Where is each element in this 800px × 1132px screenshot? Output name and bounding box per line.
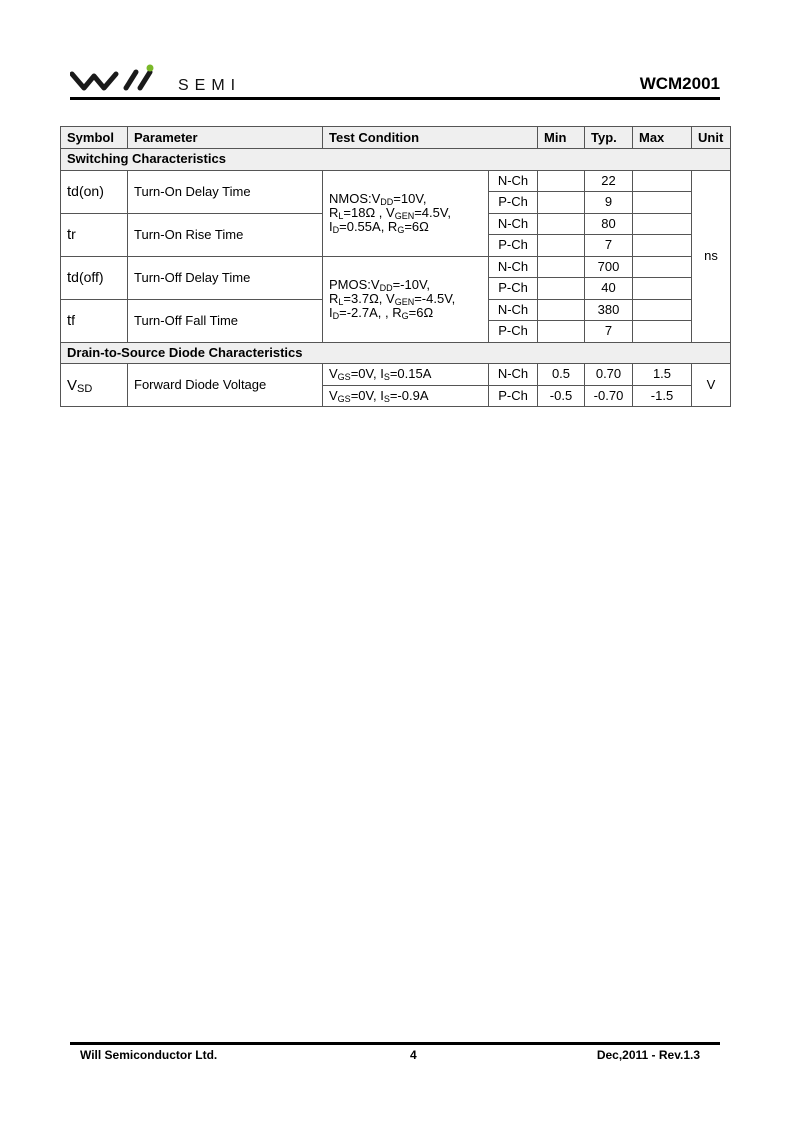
section-switching: Switching Characteristics — [61, 149, 731, 171]
max-cell — [633, 299, 692, 321]
col-unit: Unit — [692, 127, 731, 149]
min-cell — [538, 170, 585, 192]
table-row — [61, 170, 731, 192]
table-row — [61, 364, 731, 386]
switching-spec-table — [60, 126, 731, 407]
max-cell — [633, 321, 692, 343]
footer-rule — [70, 1042, 720, 1045]
channel-cell: P-Ch — [489, 278, 538, 300]
max-cell — [633, 192, 692, 214]
footer-company: Will Semiconductor Ltd. — [80, 1048, 218, 1062]
min-cell: 0.5 — [538, 364, 585, 386]
col-min: Min — [538, 127, 585, 149]
min-cell — [538, 299, 585, 321]
parameter-cell: Turn-Off Fall Time — [128, 299, 323, 342]
min-cell: -0.5 — [538, 385, 585, 407]
logo-text: SEMI — [178, 77, 242, 94]
max-cell — [633, 170, 692, 192]
typ-cell: 40 — [585, 278, 633, 300]
unit-cell: ns — [692, 170, 731, 342]
channel-cell: N-Ch — [489, 299, 538, 321]
table-header-row — [61, 127, 731, 149]
header-rule — [70, 97, 720, 100]
page-header — [70, 62, 720, 100]
parameter-cell: Turn-On Delay Time — [128, 170, 323, 213]
channel-cell: N-Ch — [489, 170, 538, 192]
page-number: 4 — [410, 1048, 417, 1062]
min-cell — [538, 278, 585, 300]
typ-cell: 22 — [585, 170, 633, 192]
company-logo — [70, 64, 260, 94]
max-cell — [633, 278, 692, 300]
min-cell — [538, 192, 585, 214]
symbol-cell: $V_{SD}$ — [61, 364, 128, 407]
col-parameter: Parameter — [128, 127, 323, 149]
min-cell — [538, 235, 585, 257]
channel-cell: P-Ch — [489, 192, 538, 214]
typ-cell: 7 — [585, 235, 633, 257]
min-cell — [538, 321, 585, 343]
col-max: Max — [633, 127, 692, 149]
section-diode: Drain-to-Source Diode Characteristics — [61, 342, 731, 364]
symbol-cell: td(on) — [61, 170, 128, 213]
symbol-cell: tf — [61, 299, 128, 342]
section-row — [61, 342, 731, 364]
col-typ: Typ. — [585, 127, 633, 149]
parameter-cell: Forward Diode Voltage — [128, 364, 323, 407]
col-symbol: Symbol — [61, 127, 128, 149]
max-cell — [633, 213, 692, 235]
min-cell — [538, 213, 585, 235]
page-footer — [80, 1048, 700, 1066]
channel-cell: P-Ch — [489, 321, 538, 343]
typ-cell: 9 — [585, 192, 633, 214]
typ-cell: -0.70 — [585, 385, 633, 407]
condition-cell: $V_{GS}=0V$, $I_S=-0.9A$ — [323, 385, 489, 407]
symbol-cell: tr — [61, 213, 128, 256]
typ-cell: 0.70 — [585, 364, 633, 386]
unit-cell: V — [692, 364, 731, 407]
max-cell — [633, 256, 692, 278]
typ-cell: 7 — [585, 321, 633, 343]
condition-cell: $V_{GS}=0V$, $I_S=0.15A$ — [323, 364, 489, 386]
will-logo-mark-icon — [70, 64, 175, 94]
parameter-cell: Turn-On Rise Time — [128, 213, 323, 256]
condition-pmos: $PMOS:V_{DD}=-10V$, $R_L=3.7\Omega$, $V_{GEN}=-4.5V$, $I_D=-2.7A$, , $R_G=6\Omega$ — [323, 256, 489, 342]
min-cell — [538, 256, 585, 278]
section-row — [61, 149, 731, 171]
condition-nmos: $NMOS:V_{DD}=10V$, $R_L=18\Omega$ , $V_{GEN}=4.5V$, $I_D=0.55A$, $R_G=6\Omega$ — [323, 170, 489, 256]
typ-cell: 700 — [585, 256, 633, 278]
part-number: WCM2001 — [639, 74, 720, 93]
max-cell — [633, 235, 692, 257]
channel-cell: P-Ch — [489, 235, 538, 257]
channel-cell: P-Ch — [489, 385, 538, 407]
parameter-cell: Turn-Off Delay Time — [128, 256, 323, 299]
channel-cell: N-Ch — [489, 256, 538, 278]
symbol-cell: td(off) — [61, 256, 128, 299]
typ-cell: 80 — [585, 213, 633, 235]
col-test-condition: Test Condition — [323, 127, 538, 149]
table-row — [61, 256, 731, 278]
typ-cell: 380 — [585, 299, 633, 321]
channel-cell: N-Ch — [489, 364, 538, 386]
max-cell: 1.5 — [633, 364, 692, 386]
max-cell: -1.5 — [633, 385, 692, 407]
footer-date-revision: Dec,2011 - Rev.1.3 — [596, 1048, 700, 1062]
channel-cell: N-Ch — [489, 213, 538, 235]
